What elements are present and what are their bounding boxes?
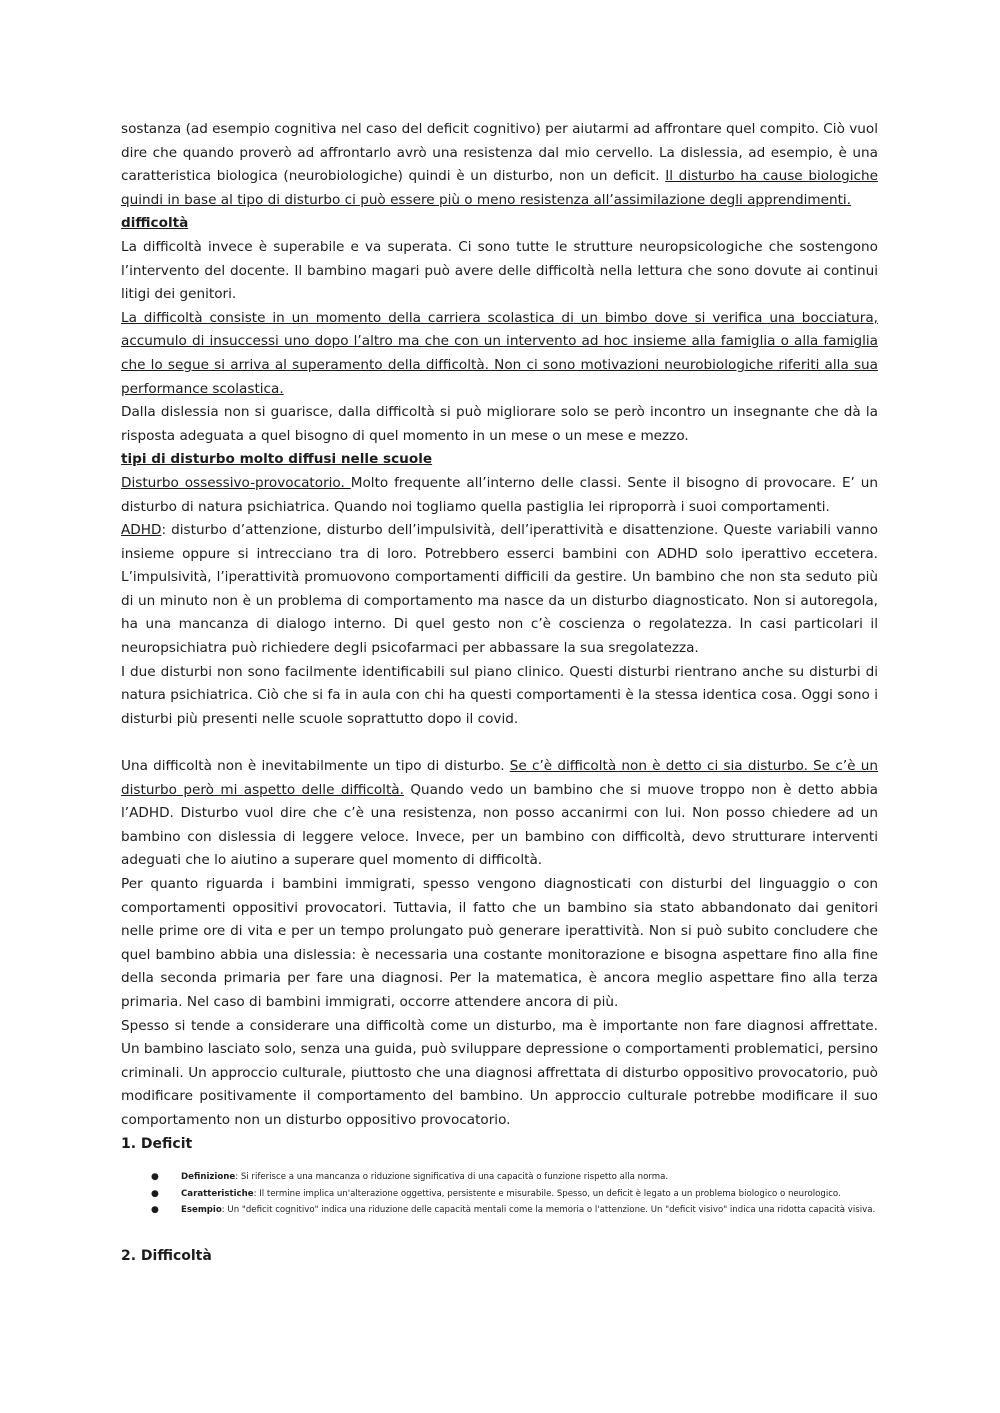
bullet-icon: ● [151, 1205, 159, 1216]
underlined-text: Disturbo ossessivo-provocatorio. [121, 474, 351, 491]
section-title-deficit: 1. Deficit [121, 1135, 193, 1152]
deficit-list [121, 1170, 878, 1219]
bullet-icon: ● [151, 1188, 159, 1199]
heading-tipi-disturbo: tipi di disturbo molto diffusi nelle scuole [121, 451, 433, 468]
document-page [121, 118, 878, 1268]
paragraph-dislessia: Dalla dislessia non si guarisce, dalla difficoltà si può migliorare solo se però incontro un insegnante che dà la risposta adeguata a quel bisogno di quel momento in un mese o un mese e mezzo. [121, 404, 878, 444]
paragraph-disturbo-ossessivo: Disturbo ossessivo-provocatorio. Molto frequente all’interno delle classi. Sente il bisogno di provocare. E’ un disturbo di natura psichiatrica. Quando noi togliamo quella pastiglia lei riproporrà i suoi comportamenti. [121, 474, 879, 515]
paragraph-due-disturbi: I due disturbi non sono facilmente identificabili sul piano clinico. Questi disturbi rientrano anche su disturbi di natura psichiatrica. Ciò che si fa in aula con chi ha questi comportamenti è la stessa identica cosa. Oggi sono i disturbi più presenti nelle scuole soprattutto dopo il covid. [121, 663, 878, 727]
list-item: ● Esempio: Un "deficit cognitivo" indica una riduzione delle capacità mentali come la memoria o l'attenzione. Un "deficit visivo" indica una ridotta capacità visiva. [151, 1203, 878, 1219]
paragraph-diagnosi-affrettate: Spesso si tende a considerare una difficoltà come un disturbo, ma è importante non fare diagnosi affrettate. Un bambino lasciato solo, senza una guida, può sviluppare depressione o comportamenti problematici, persino criminali. Un approccio culturale, piuttosto che una diagnosi affrettata di disturbo oppositivo provocatorio, può modificare positivamente il comportamento del bambino. Un approccio culturale potrebbe modificare il suo comportamento non un disturbo oppositivo provocatorio. [121, 1017, 879, 1128]
paragraph-difficolta-vs-disturbo: Una difficoltà non è inevitabilmente un tipo di disturbo. Se c’è difficoltà non è detto ci sia disturbo. Se c’è un disturbo però mi aspetto delle difficoltà. Quando vedo un bambino che si muove troppo non è detto abbia l’ADHD. Disturbo vuol dire che c’è una resistenza, non posso accanirmi con lui. Non posso chiedere ad un bambino con dislessia di leggere veloce. Invece, per un bambino con difficoltà, devo strutturare interventi adeguati che lo aiutino a superare quel momento di difficoltà. [121, 758, 879, 869]
paragraph-disturbo-cause: sostanza (ad esempio cognitiva nel caso del deficit cognitivo) per aiutarmi ad affrontare quel compito. Ciò vuol dire che quando proverò ad affrontarlo avrò una resistenza dal mio cervello. La dislessia, ad esempio, è una caratteristica biologica (neurobiologiche) quindi è un disturbo, non un deficit. Il disturbo ha cause biologiche quindi in base al tipo di disturbo ci può essere più o meno resistenza all’assimilazione degli apprendimenti. [121, 121, 878, 208]
paragraph-bambini-immigrati: Per quanto riguarda i bambini immigrati, spesso vengono diagnosticati con disturbi del linguaggio o con comportamenti oppositivi provocatori. Tuttavia, il fatto che un bambino sia stato abbandonato dai genitori nelle prime ore di vita e per un tempo prolungato può generare iperattività. Non si può subito concludere che quel bambino abbia una dislessia: è necessaria una costante monitorazione e bisogna aspettare fino alla fine della seconda primaria per fare una diagnosi. Per la matematica, è ancora meglio aspettare fino alla terza primaria. Nel caso di bambini immigrati, occorre attendere ancora di più. [121, 876, 878, 1010]
underlined-text: ADHD [121, 522, 162, 539]
paragraph-adhd: ADHD: disturbo d’attenzione, disturbo dell’impulsività, dell’iperattività e disattenzione. Queste variabili vanno insieme oppure si intrecciano tra di loro. Potrebbero esserci bambini con ADHD solo iperattivo eccetera. L’impulsività, l’iperattività promuovono comportamenti difficili da gestire. Un bambino che non sta seduto più di un minuto non è un problema di comportamento ma nasce da un disturbo diagnosticato. Non si autoregola, ha una mancanza di dialogo interno. Di quel gesto non c’è coscienza o regolatezza. In casi particolari il neuropsichiatra può richiedere degli psicofarmaci per abbassare la sua sregolatezza. [121, 522, 878, 657]
underlined-text: Il disturbo ha cause biologiche quindi in base al tipo di disturbo ci può essere più o meno resistenza all’assimilazione degli apprendimenti. [121, 168, 878, 208]
bullet-icon: ● [151, 1172, 159, 1183]
list-item: ● Definizione: Si riferisce a una mancanza o riduzione significativa di una capacità o funzione rispetto alla norma. [151, 1170, 878, 1186]
paragraph-difficolta-superabile: La difficoltà invece è superabile e va superata. Ci sono tutte le strutture neuropsicologiche che sostengono l’intervento del docente. Il bambino magari può avere delle difficoltà nella lettura che sono dovute ai continui litigi dei genitori. [121, 238, 878, 303]
underlined-text: Se c’è difficoltà non è detto ci sia disturbo. Se c’è un disturbo però mi aspetto delle difficoltà. [121, 758, 879, 798]
paragraph-difficolta-definizione: La difficoltà consiste in un momento della carriera scolastica di un bimbo dove si verifica una bocciatura, accumulo di insuccessi uno dopo l’altro ma che con un intervento ad hoc insieme alla famiglia o alla famiglia che lo segue si arriva al superamento della difficoltà. Non ci sono motivazioni neurobiologiche riferiti alla sua performance scolastica. [121, 309, 878, 397]
spacer [121, 731, 878, 755]
section-title-difficolta: 2. Difficoltà [121, 1247, 212, 1264]
list-item: ● Caratteristiche: Il termine implica un'alterazione oggettiva, persistente e misurabile. Spesso, un deficit è legato a un problema biologico o neurologico. [151, 1187, 878, 1203]
heading-difficolta: difficoltà [121, 215, 189, 232]
